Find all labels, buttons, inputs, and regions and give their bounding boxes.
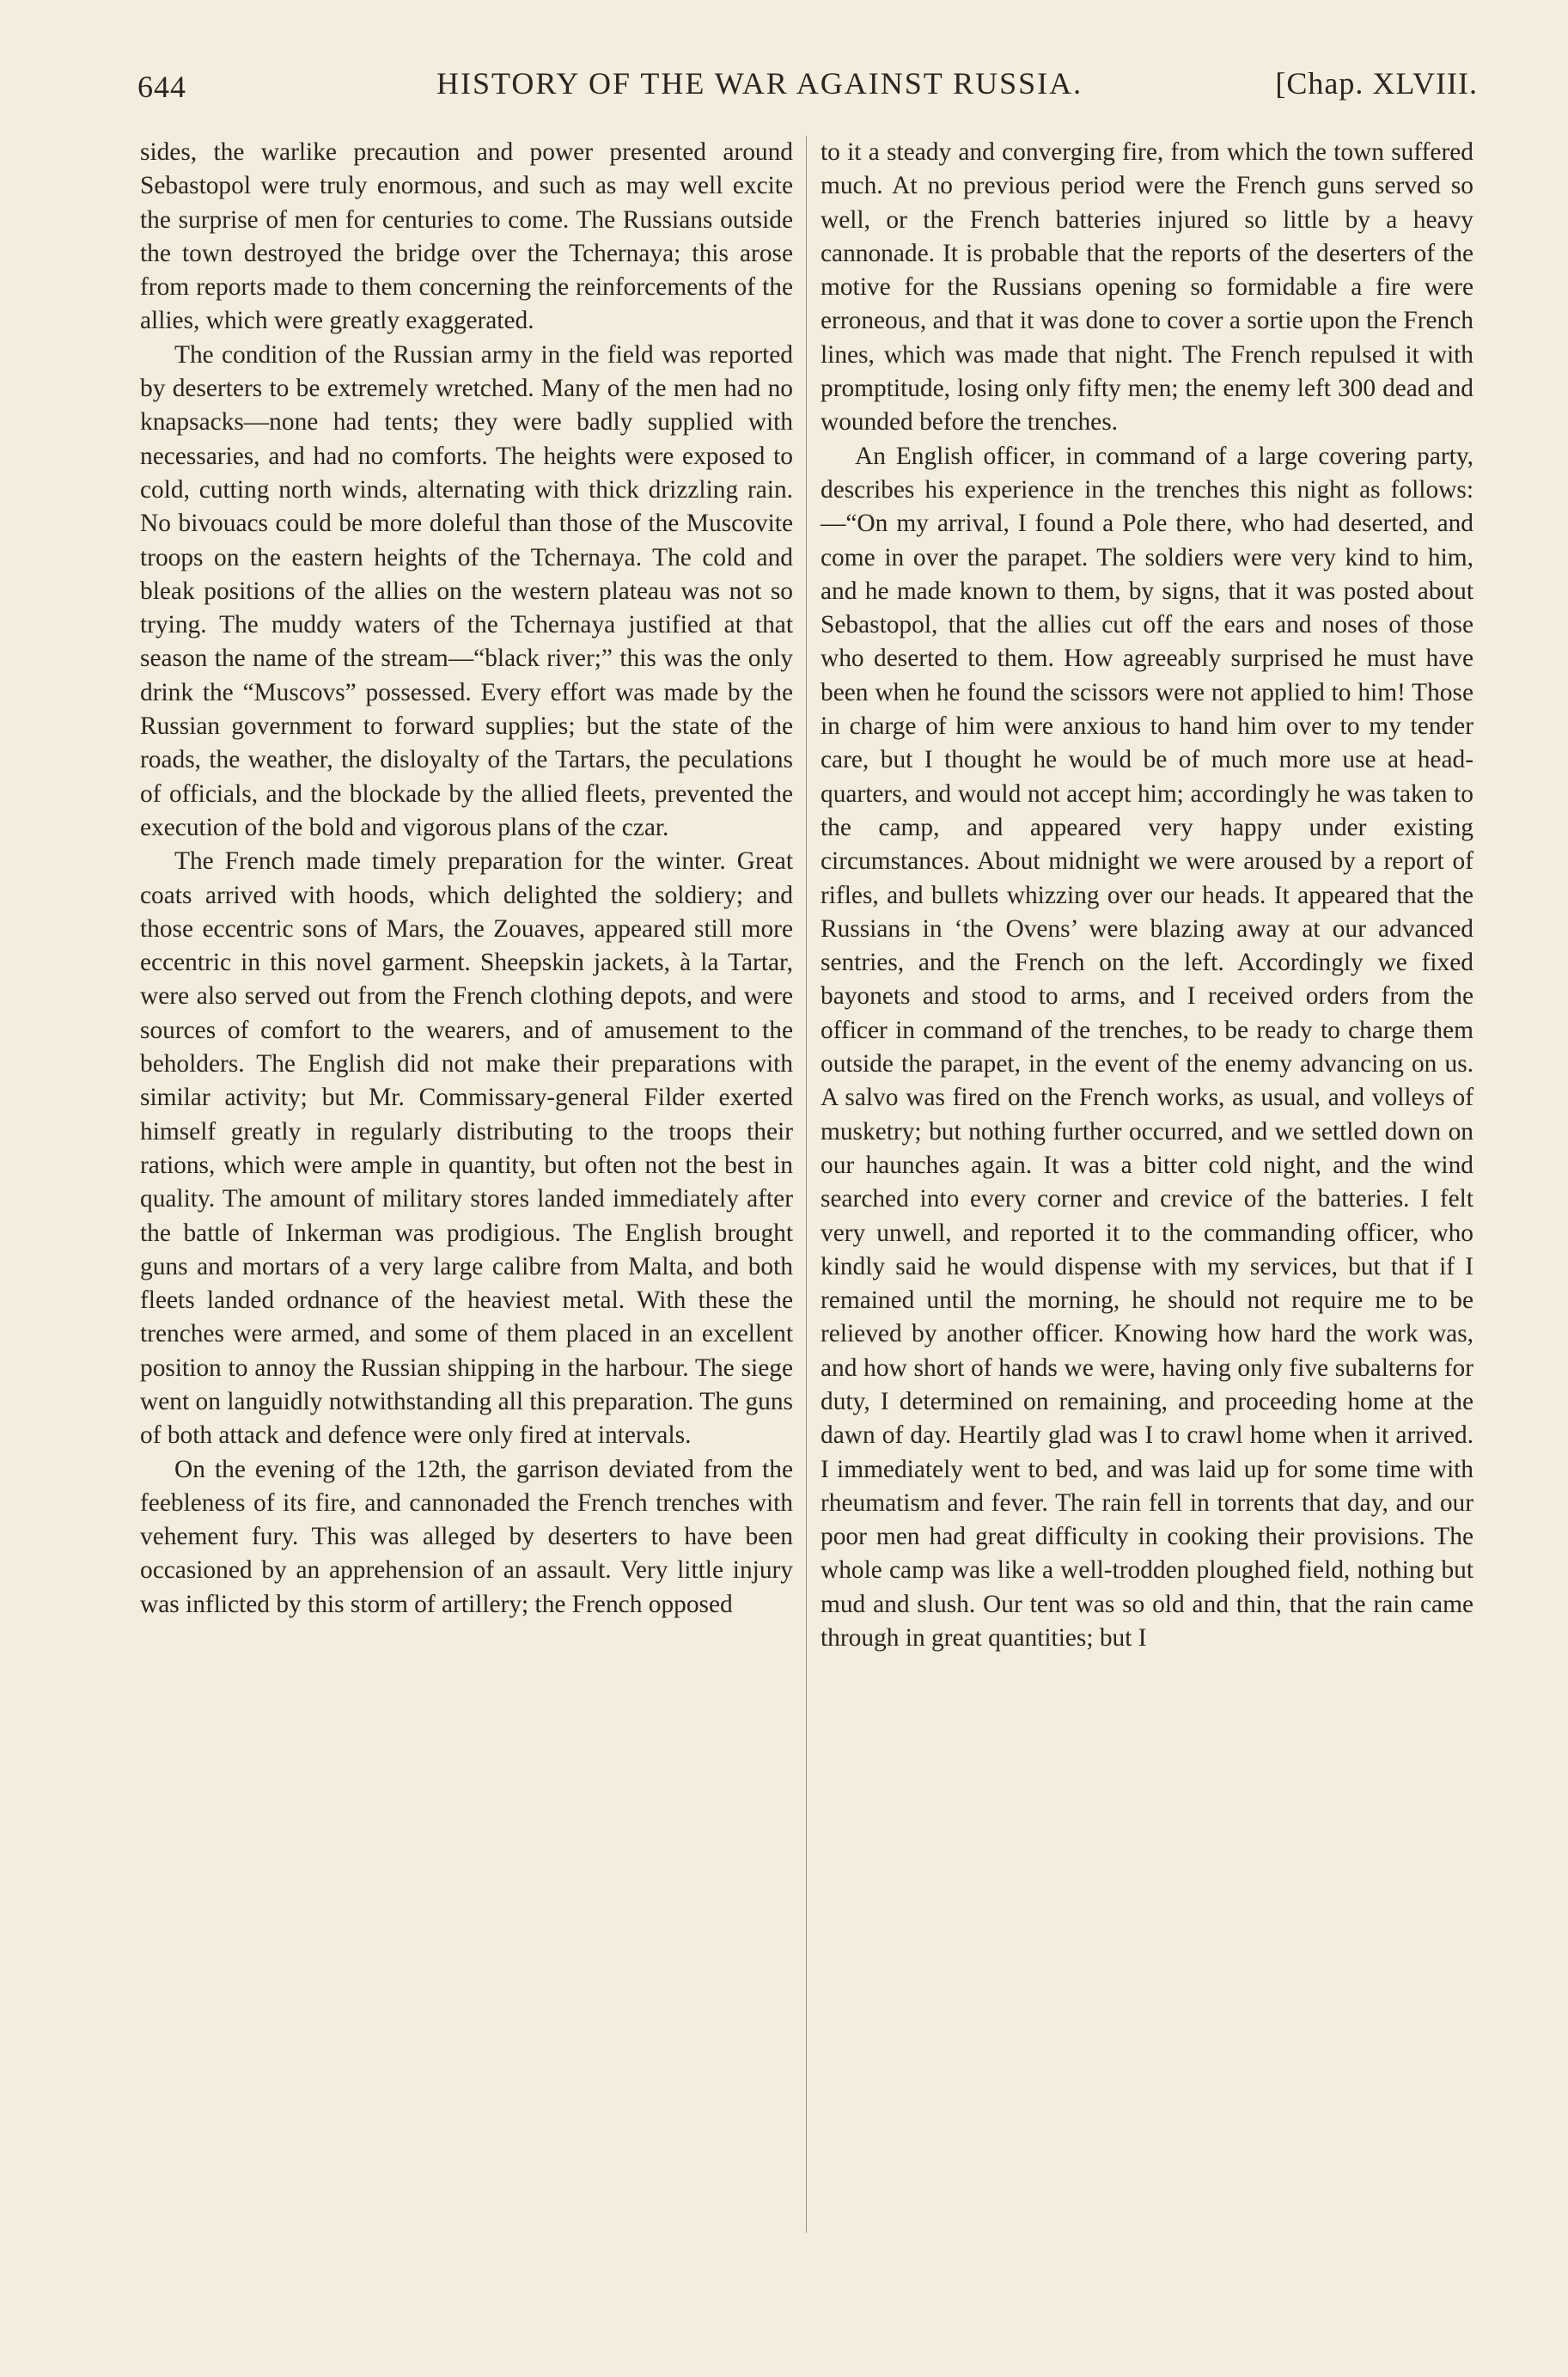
running-header: [137, 53, 1478, 105]
paragraph: On the evening of the 12th, the garrison deviated from the feebleness of its fire, and cannonaded the French trenches with vehement fury. This was alleged by deserters to have been occasioned by an apprehension of an assault. Very little injury was inflicted by this storm of artillery; the French opposed: [140, 1455, 793, 1618]
running-title: HISTORY OF THE WAR AGAINST RUSSIA.: [436, 66, 1083, 101]
paragraph: An English officer, in command of a large covering party, describes his experience in the trenches this night as follows:—“On my arrival, I found a Pole there, who had deserted, and come in over the parapet. The soldiers were very kind to him, and he made known to them, by signs, that it was posted about Sebastopol, that the allies cut off the ears and noses of those who deserted to them. How agreeably surprised he must have been when he found the scissors were not applied to him! Those in charge of him were anxious to hand him over to my tender care, but I thought he would be of much more use at head-quarters, and would not accept him; accordingly he was taken to the camp, and appeared very happy under existing circumstances. About midnight we were aroused by a report of rifles, and bullets whizzing over our heads. It appeared that the Russians in ‘the Ovens’ were blazing away at our advanced sentries, and the French on the left. Accordingly we fixed bayonets and stood to arms, and I received orders from the officer in command of the trenches, to be ready to charge them outside the parapet, in the event of the enemy advancing on us. A salvo was fired on the French works, as usual, and volleys of musketry; but nothing further occurred, and we settled down on our haunches again. It was a bitter cold night, and the wind searched into every corner and crevice of the batteries. I felt very unwell, and reported it to the commanding officer, who kindly said he would dispense with my services, but that if I remained until the morning, he should not require me to be relieved by another officer. Knowing how hard the work was, and how short of hands we were, having only five subalterns for duty, I determined on remaining, and proceeding home at the dawn of day. Heartily glad was I to crawl home when it arrived. I immediately went to bed, and was laid up for some time with rheumatism and fever. The rain fell in torrents that day, and our poor men had great difficulty in cooking their provisions. The whole camp was like a well-trodden ploughed field, nothing but mud and slush. Our tent was so old and thin, that the rain came through in great quantities; but I: [821, 442, 1473, 1653]
paragraph: to it a steady and converging fire, from which the town suffered much. At no previous period were the French guns served so well, or the French batteries injured so little by a heavy cannonade. It is probable that the reports of the deserters of the motive for the Russians opening so formidable a fire were erroneous, and that it was done to cover a sortie upon the French lines, which was made that night. The French repulsed it with promptitude, losing only fifty men; the enemy left 300 dead and wounded before the trenches.: [821, 138, 1473, 437]
right-column: [821, 136, 1473, 1655]
paragraph: sides, the warlike precaution and power presented around Sebastopol were truly enormous, and such as may well excite the surprise of men for centuries to come. The Russians outside the town destroyed the bridge over the Tchernaya; this arose from reports made to them concerning the reinforcements of the allies, which were greatly exaggerated.: [140, 138, 793, 335]
paragraph: The condition of the Russian army in the field was reported by deserters to be extremely wretched. Many of the men had no knapsacks—none had tents; they were badly supplied with necessaries, and had no comforts. The heights were exposed to cold, cutting north winds, alternating with thick drizzling rain. No bivouacs could be more doleful than those of the Muscovite troops on the eastern heights of the Tchernaya. The cold and bleak positions of the allies on the western plateau was not so trying. The muddy waters of the Tchernaya justified at that season the name of the stream—“black river;” this was the only drink the “Muscovs” possessed. Every effort was made by the Russian government to forward supplies; but the state of the roads, the weather, the disloyalty of the Tartars, the peculations of officials, and the blockade by the allied fleets, prevented the execution of the bold and vigorous plans of the czar.: [140, 340, 793, 841]
left-column: [140, 136, 793, 1622]
chapter-label: [Chap. XLVIII.: [1275, 66, 1478, 101]
page-number: 644: [137, 70, 186, 104]
column-divider: [806, 136, 807, 2233]
paragraph: The French made timely preparation for the winter. Great coats arrived with hoods, which delighted the soldiery; and those eccentric sons of Mars, the Zouaves, appeared still more eccentric in this novel garment. Sheepskin jackets, à la Tartar, were also served out from the French clothing depots, and were sources of comfort to the wearers, and of amusement to the beholders. The English did not make their preparations with similar activity; but Mr. Commissary-general Filder exerted himself greatly in regularly distributing to the troops their rations, which were ample in quantity, but often not the best in quality. The amount of military stores landed immediately after the battle of Inkerman was prodigious. The English brought guns and mortars of a very large calibre from Malta, and both fleets landed ordnance of the heaviest metal. With these the trenches were armed, and some of them placed in an excellent position to annoy the Russian shipping in the harbour. The siege went on languidly notwithstanding all this preparation. The guns of both attack and defence were only fired at intervals.: [140, 847, 793, 1450]
